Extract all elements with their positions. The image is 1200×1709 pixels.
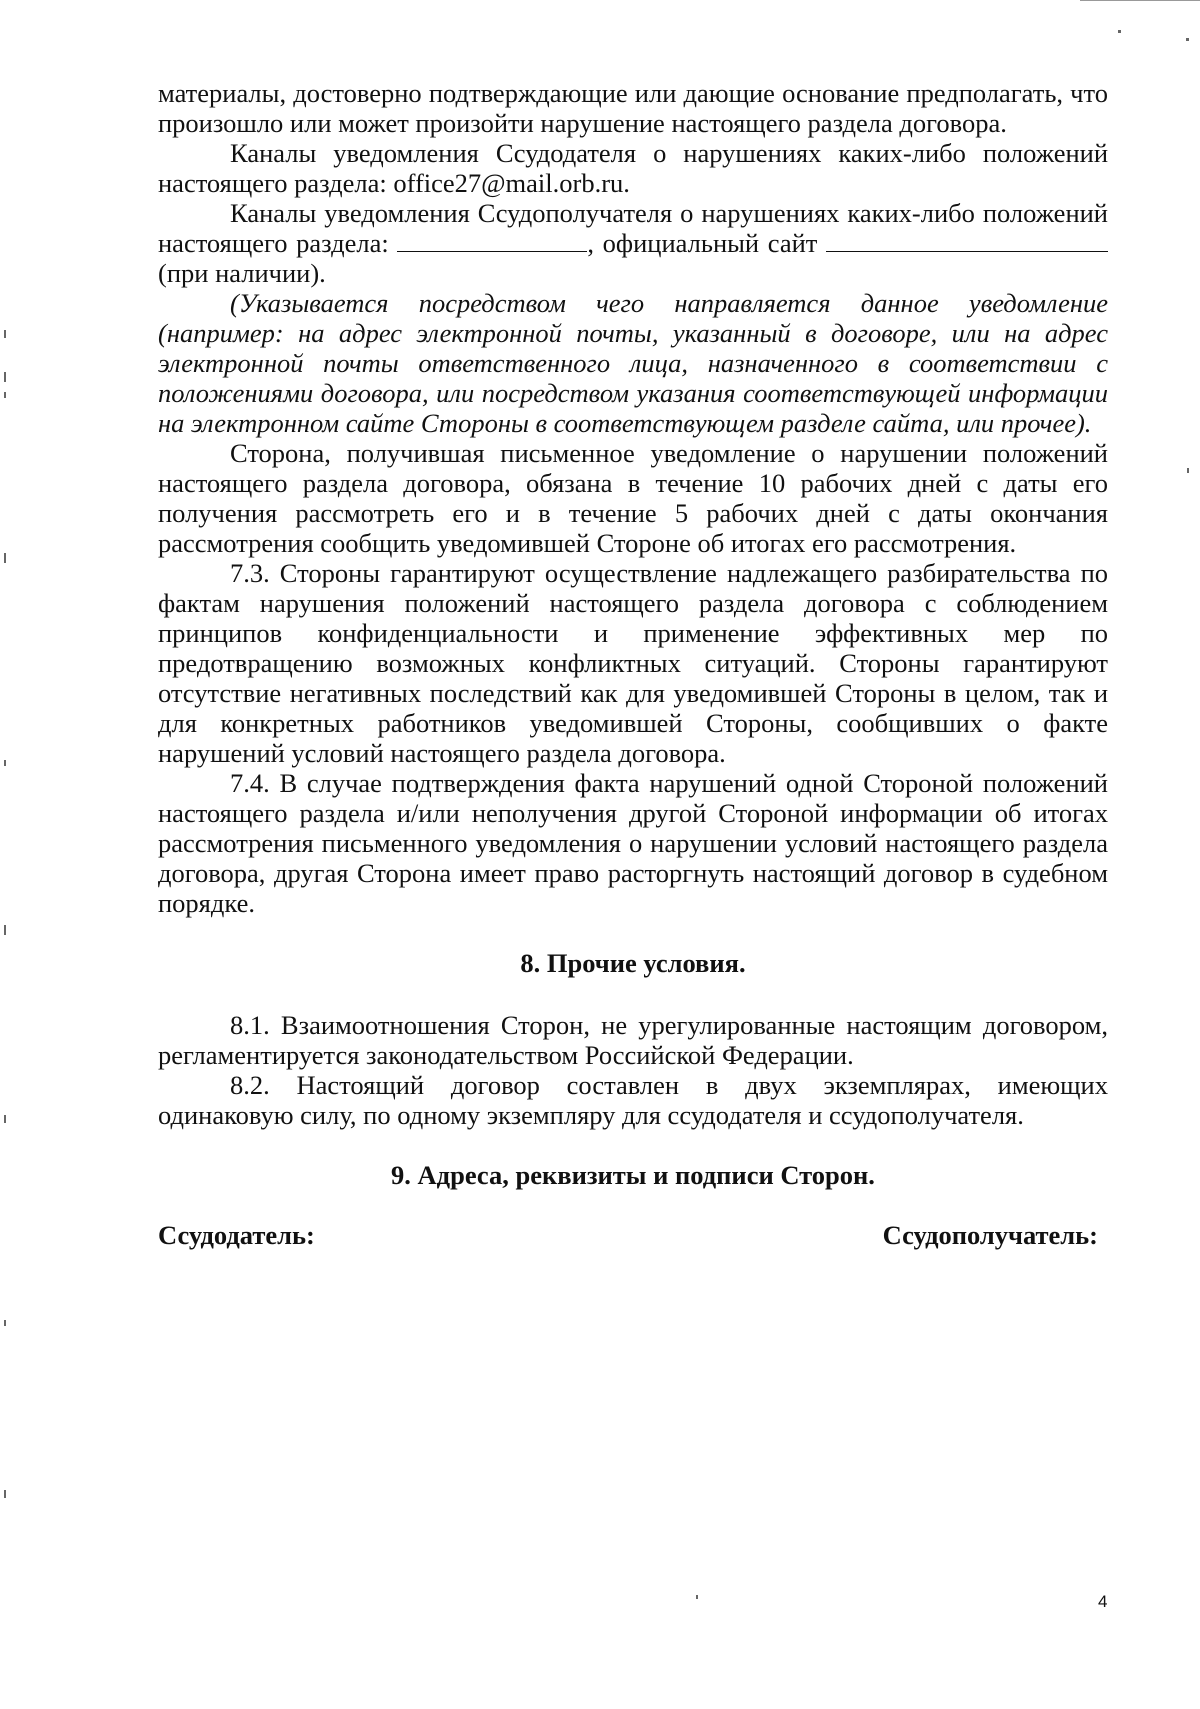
scan-artifact xyxy=(4,392,6,398)
document-body xyxy=(158,78,1108,1250)
scan-artifact xyxy=(1187,468,1189,473)
paragraph-8-2: 8.2. Настоящий договор составлен в двух экземплярах, имеющих одинаковую силу, по одному экземпляру для ссудодателя и ссудополучателя. xyxy=(158,1070,1108,1130)
borrower-channels-text: Каналы уведомления Ссудополучателя о нарушениях каких-либо положений настоящего раздела: xyxy=(158,198,1108,258)
paragraph-materials: материалы, достоверно подтверждающие или дающие основание предполагать, что произошло или может произойти нарушение настоящего раздела договора. xyxy=(158,78,1108,138)
scan-artifact xyxy=(4,760,6,766)
scan-artifact xyxy=(1118,30,1121,33)
scan-artifact xyxy=(696,1595,698,1599)
signature-parties xyxy=(158,1220,1108,1250)
scan-artifact xyxy=(4,330,6,338)
paragraph-review-terms: Сторона, получившая письменное уведомление о нарушении положений настоящего раздела договора, обязана в течение 10 рабочих дней с даты его получения рассмотреть его и в течение 5 рабочих дней с даты окончания рассмотрения сообщить уведомившей Стороне об итогах его рассмотрения. xyxy=(158,438,1108,558)
borrower-site-text: , официальный сайт xyxy=(587,228,818,258)
scan-artifact xyxy=(1080,0,1200,1)
scan-artifact xyxy=(4,1320,6,1326)
borrower-if-available-text: (при наличии). xyxy=(158,258,326,288)
blank-line-channel xyxy=(397,229,587,252)
scan-artifact xyxy=(4,925,6,935)
blank-line-site xyxy=(826,229,1108,252)
lender-label: Ссудодатель: xyxy=(158,1220,315,1250)
page-number: 4 xyxy=(1098,1592,1108,1611)
paragraph-borrower-channels xyxy=(158,198,1108,288)
section-8-heading: 8. Прочие условия. xyxy=(520,948,746,978)
scan-artifact xyxy=(4,1115,6,1123)
section-9-heading: 9. Адреса, реквизиты и подписи Сторон. xyxy=(391,1160,875,1190)
paragraph-lender-channels: Каналы уведомления Ссудодателя о нарушениях каких-либо положений настоящего раздела: office27@mail.orb.ru. xyxy=(158,138,1108,198)
paragraph-8-1: 8.1. Взаимоотношения Сторон, не урегулированные настоящим договором, регламентируется законодательством Российской Федерации. xyxy=(158,1010,1108,1070)
paragraph-notification-note: (Указывается посредством чего направляется данное уведомление (например: на адрес электронной почты, указанный в договоре, или на адрес электронной почты ответственного лица, назначенного в соответствии с положениями договора, или посредством указания соответствующей информации на электронном сайте Стороны в соответствующем разделе сайта, или прочее). xyxy=(158,288,1108,438)
scan-artifact xyxy=(4,1490,6,1498)
paragraph-7-4: 7.4. В случае подтверждения факта нарушений одной Стороной положений настоящего раздела и/или неполучения другой Стороной информации об итогах рассмотрения письменного уведомления о нарушении условий настоящего раздела договора, другая Сторона имеет право расторгнуть настоящий договор в судебном порядке. xyxy=(158,768,1108,918)
scan-artifact xyxy=(1186,38,1189,41)
borrower-label: Ссудополучатель: xyxy=(882,1220,1098,1250)
scan-artifact xyxy=(4,372,6,382)
scan-artifact xyxy=(4,553,6,563)
paragraph-7-3: 7.3. Стороны гарантируют осуществление надлежащего разбирательства по фактам нарушения положений настоящего раздела договора с соблюдением принципов конфиденциальности и применение эффективных мер по предотвращению возможных конфликтных ситуаций. Стороны гарантируют отсутствие негативных последствий как для уведомившей Стороны в целом, так и для конкретных работников уведомившей Стороны, сообщивших о факте нарушений условий настоящего раздела договора. xyxy=(158,558,1108,768)
